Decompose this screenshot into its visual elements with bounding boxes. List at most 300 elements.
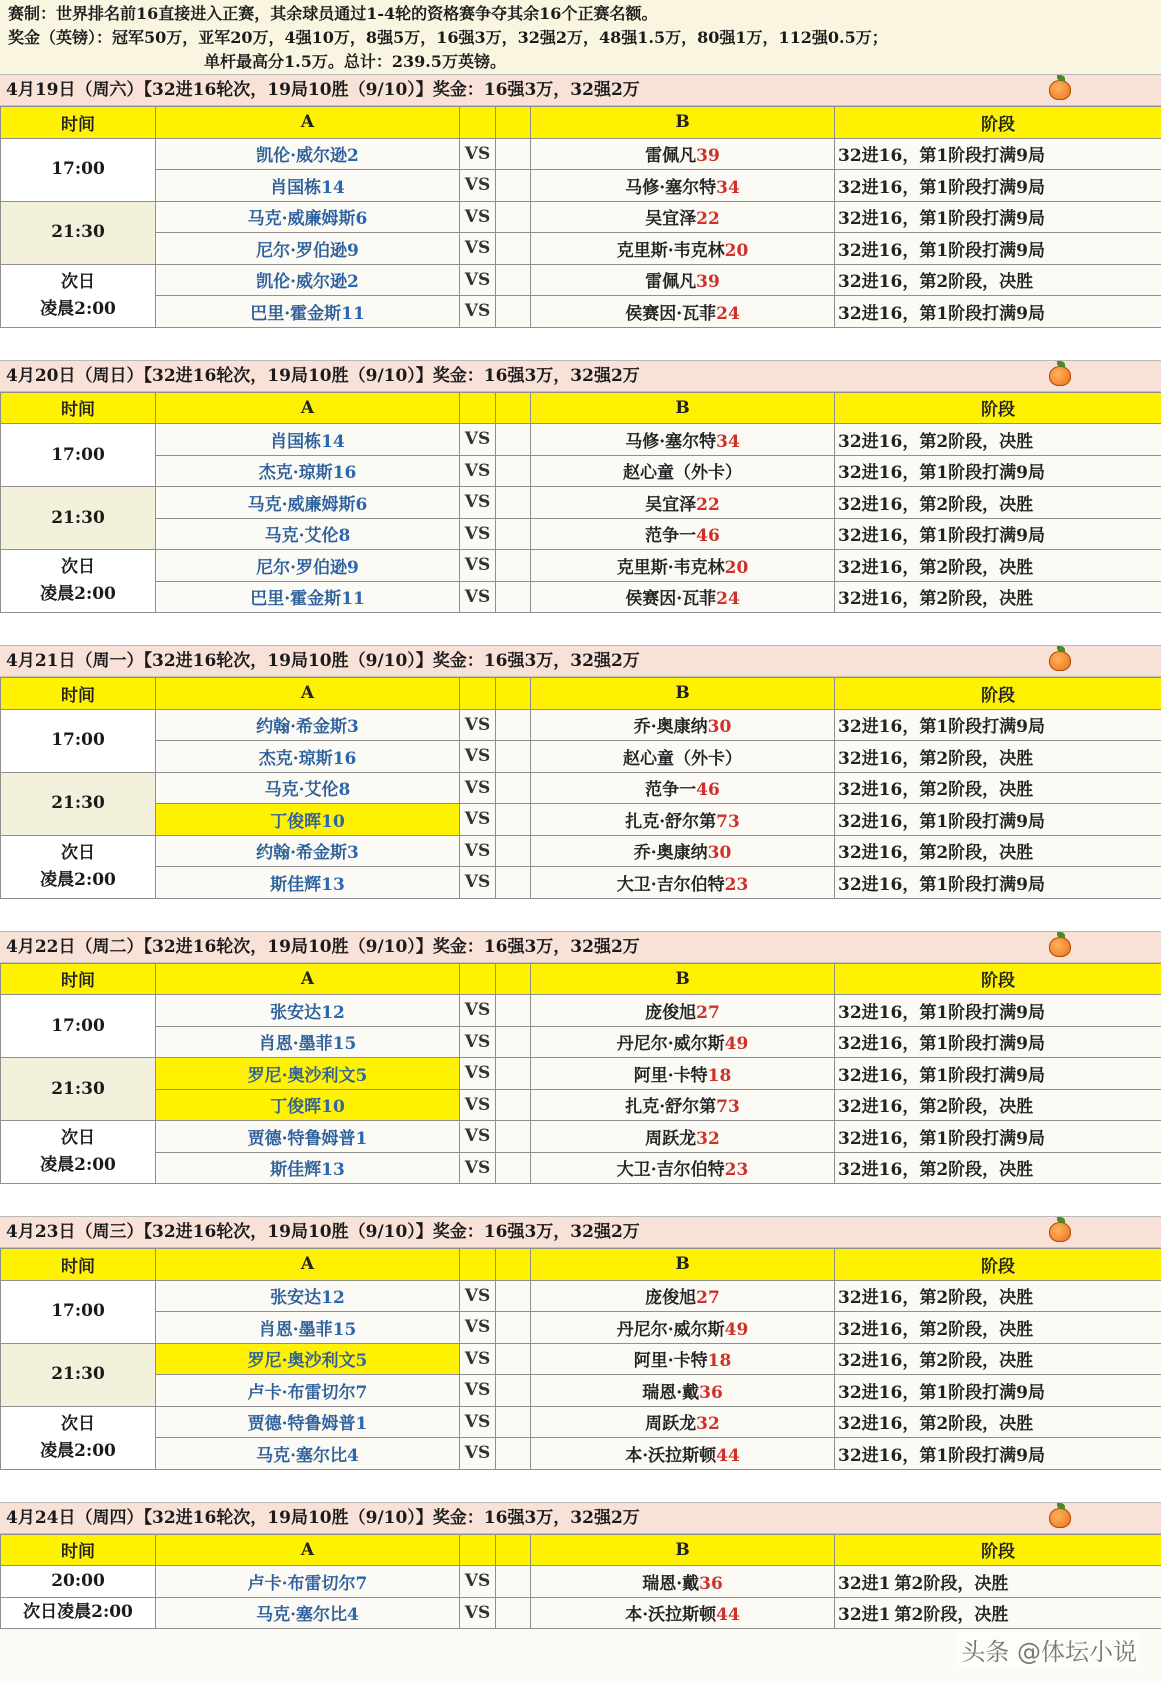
player-a-name: 杰克·琼斯 — [258, 463, 333, 484]
player-a-seed: 9 — [347, 557, 359, 578]
player-b-seed: 18 — [707, 1065, 732, 1086]
player-a-name: 约翰·希金斯 — [256, 717, 348, 738]
time-label-line2: 凌晨2:00 — [40, 869, 116, 890]
col-header-stage: 阶段 — [835, 1249, 1161, 1281]
col-header-b: B — [531, 963, 835, 995]
vs-label: VS — [460, 1566, 496, 1598]
time-cell — [1, 1280, 156, 1343]
player-a-cell — [156, 1375, 460, 1407]
player-b-name: 乔·奥康纳 — [633, 717, 708, 738]
player-b-name: 马修·塞尔特 — [625, 177, 717, 198]
vs-label: VS — [460, 233, 496, 265]
stage-label: 32进16，第2阶段，决胜 — [838, 431, 1034, 452]
player-b-seed: 27 — [696, 1288, 720, 1309]
time-cell — [1, 1566, 156, 1598]
col-header-time: 时间 — [1, 1534, 156, 1566]
column-header-row — [1, 678, 1161, 710]
spacer-cell — [496, 1375, 531, 1407]
player-b-cell — [531, 1438, 835, 1470]
player-b-cell — [531, 518, 835, 550]
player-a-cell — [156, 995, 460, 1027]
spacer-cell — [496, 455, 531, 487]
player-a-cell — [156, 804, 460, 836]
player-a-name: 斯佳辉 — [270, 1160, 322, 1181]
player-a-seed: 1 — [355, 1414, 368, 1435]
player-b-name: 瑞恩·戴 — [642, 1573, 700, 1594]
day-header — [0, 361, 1161, 392]
player-b-name: 周跃龙 — [645, 1414, 697, 1435]
col-header-vs — [460, 392, 496, 424]
match-row — [1, 138, 1161, 170]
player-b-seed: 30 — [707, 717, 732, 738]
time-label: 17:00 — [51, 1015, 105, 1036]
intro-block — [0, 0, 1161, 74]
vs-label: VS — [460, 867, 496, 899]
vs-label: VS — [460, 264, 496, 296]
player-a-seed: 4 — [347, 1445, 359, 1466]
spacer-cell — [496, 709, 531, 741]
col-header-blank — [496, 678, 531, 710]
time-label-line2: 凌晨2:00 — [40, 298, 116, 319]
time-label: 次日凌晨2:00 — [23, 1602, 133, 1623]
time-label: 次日 — [61, 842, 95, 863]
stage-cell — [835, 1597, 1161, 1629]
player-b-name: 本·沃拉斯顿 — [625, 1605, 717, 1626]
vs-label: VS — [460, 581, 496, 613]
day-title: 4月24日（周四）【32进16轮次，19局10胜（9/10）】奖金：16强3万，32强2万 — [6, 1507, 640, 1528]
player-a-seed: 8 — [338, 526, 351, 547]
col-header-blank — [496, 392, 531, 424]
player-a-seed: 3 — [347, 717, 359, 738]
spacer-cell — [496, 835, 531, 867]
player-b-name: 庞俊旭 — [645, 1002, 697, 1023]
vs-label: VS — [460, 804, 496, 836]
section-gap — [0, 328, 1161, 360]
player-b-name: 扎克·舒尔第 — [625, 811, 717, 832]
player-a-seed: 14 — [321, 431, 345, 452]
player-b-seed: 39 — [696, 272, 720, 293]
col-header-time: 时间 — [1, 1249, 156, 1281]
player-b-seed: 34 — [716, 177, 740, 198]
col-header-a: A — [156, 963, 460, 995]
col-header-b: B — [531, 392, 835, 424]
spacer-cell — [496, 424, 531, 456]
player-b-seed: 20 — [724, 557, 749, 578]
col-header-a: A — [156, 392, 460, 424]
player-b-name: 本·沃拉斯顿 — [625, 1445, 717, 1466]
player-b-name: 阿里·卡特 — [633, 1351, 708, 1372]
player-b-cell — [531, 201, 835, 233]
player-a-cell — [156, 581, 460, 613]
player-b-name: 阿里·卡特 — [633, 1065, 708, 1086]
day-title: 4月22日（周二）【32进16轮次，19局10胜（9/10）】奖金：16强3万，32强2万 — [6, 936, 640, 957]
match-row — [1, 170, 1161, 202]
spacer-cell — [496, 550, 531, 582]
vs-label: VS — [460, 518, 496, 550]
section-gap — [0, 1184, 1161, 1216]
spacer-cell — [496, 201, 531, 233]
player-b-seed: 24 — [716, 589, 740, 610]
player-a-name: 肖国栋 — [270, 177, 322, 198]
match-row — [1, 772, 1161, 804]
stage-cell — [835, 233, 1161, 265]
match-row — [1, 804, 1161, 836]
vs-label: VS — [460, 201, 496, 233]
stage-label: 32进16，第1阶段打满9局 — [838, 209, 1045, 230]
match-row — [1, 1026, 1161, 1058]
match-row — [1, 1280, 1161, 1312]
time-label: 17:00 — [51, 1301, 105, 1321]
stage-label: 32进16，第2阶段，决胜 — [838, 494, 1034, 515]
player-b-name: 赵心童（外卡） — [623, 748, 742, 769]
time-label: 次日 — [61, 1413, 95, 1434]
stage-label: 32进16，第1阶段打满9局 — [838, 1445, 1045, 1466]
stage-label: 32进16，第1阶段打满9局 — [838, 717, 1045, 738]
match-row — [1, 1312, 1161, 1344]
time-label: 次日 — [61, 557, 95, 577]
spacer-cell — [496, 1343, 531, 1375]
match-row — [1, 296, 1161, 328]
player-a-cell — [156, 867, 460, 899]
col-header-blank — [496, 1534, 531, 1566]
player-b-cell — [531, 1597, 835, 1629]
player-b-name: 范争一 — [645, 526, 697, 547]
player-a-seed: 15 — [332, 1034, 357, 1055]
col-header-stage: 阶段 — [835, 392, 1161, 424]
peach-icon — [1049, 1508, 1071, 1528]
player-b-cell — [531, 1089, 835, 1121]
player-b-seed: 44 — [716, 1445, 740, 1466]
day-title: 4月19日（周六）【32进16轮次，19局10胜（9/10）】奖金：16强3万，32强2万 — [6, 80, 640, 100]
player-b-seed: 24 — [716, 303, 740, 324]
match-row — [1, 233, 1161, 265]
player-b-cell — [531, 995, 835, 1027]
player-b-cell — [531, 772, 835, 804]
player-b-cell — [531, 1566, 835, 1598]
stage-label: 32进16，第2阶段，决胜 — [838, 557, 1034, 578]
player-b-cell — [531, 550, 835, 582]
stage-cell — [835, 1152, 1161, 1184]
time-label: 21:30 — [51, 222, 105, 242]
time-cell — [1, 487, 156, 550]
player-a-name: 贾德·特鲁姆普 — [247, 1414, 356, 1435]
col-header-vs — [460, 1249, 496, 1281]
player-a-seed: 12 — [321, 1002, 345, 1023]
player-b-name: 庞俊旭 — [645, 1288, 697, 1309]
player-b-seed: 39 — [696, 146, 720, 167]
day-section — [0, 360, 1161, 646]
time-label: 17:00 — [51, 444, 105, 465]
player-b-cell — [531, 1121, 835, 1153]
spacer-cell — [496, 867, 531, 899]
match-row — [1, 1121, 1161, 1153]
stage-cell — [835, 741, 1161, 773]
col-header-blank — [496, 107, 531, 139]
match-row — [1, 455, 1161, 487]
time-label: 20:00 — [51, 1570, 105, 1591]
col-header-a: A — [156, 1249, 460, 1281]
match-row — [1, 1058, 1161, 1090]
player-b-seed: 49 — [724, 1034, 749, 1055]
spacer-cell — [496, 518, 531, 550]
spacer-cell — [496, 1089, 531, 1121]
vs-label: VS — [460, 1152, 496, 1184]
player-a-name: 肖恩·墨菲 — [258, 1319, 333, 1340]
stage-cell — [835, 1566, 1161, 1598]
player-a-cell — [156, 1438, 460, 1470]
stage-cell — [835, 995, 1161, 1027]
vs-label: VS — [460, 709, 496, 741]
player-b-name: 吴宜泽 — [645, 494, 697, 515]
spacer-cell — [496, 995, 531, 1027]
player-b-cell — [531, 1026, 835, 1058]
stage-cell — [835, 1058, 1161, 1090]
col-header-time: 时间 — [1, 392, 156, 424]
player-a-cell — [156, 1280, 460, 1312]
section-gap — [0, 1470, 1161, 1502]
spacer-cell — [496, 1152, 531, 1184]
col-header-blank — [496, 1249, 531, 1281]
stage-cell — [835, 1026, 1161, 1058]
stage-cell — [835, 487, 1161, 519]
match-table — [0, 963, 1161, 1185]
player-a-cell — [156, 296, 460, 328]
stage-cell — [835, 1089, 1161, 1121]
player-a-seed: 4 — [347, 1605, 359, 1626]
time-cell — [1, 709, 156, 772]
peach-icon — [1049, 80, 1071, 100]
stage-cell — [835, 867, 1161, 899]
spacer-cell — [496, 804, 531, 836]
match-table — [0, 106, 1161, 328]
player-b-name: 吴宜泽 — [645, 209, 697, 230]
spacer-cell — [496, 741, 531, 773]
col-header-stage: 阶段 — [835, 107, 1161, 139]
player-b-cell — [531, 170, 835, 202]
player-b-cell — [531, 835, 835, 867]
player-a-cell — [156, 1152, 460, 1184]
player-b-cell — [531, 487, 835, 519]
stage-label: 32进16，第2阶段，决胜 — [838, 1160, 1034, 1181]
player-a-seed: 7 — [355, 1382, 368, 1403]
match-row — [1, 835, 1161, 867]
match-row — [1, 1089, 1161, 1121]
time-label: 17:00 — [51, 730, 105, 750]
stage-cell — [835, 709, 1161, 741]
stage-label: 32进16，第2阶段，决胜 — [838, 843, 1034, 864]
vs-label: VS — [460, 995, 496, 1027]
player-b-name: 克里斯·韦克林 — [616, 240, 725, 261]
match-row — [1, 1343, 1161, 1375]
time-label: 次日 — [61, 271, 95, 292]
player-a-cell — [156, 1121, 460, 1153]
match-row — [1, 1406, 1161, 1438]
section-gap — [0, 899, 1161, 931]
stage-label-rest: 第2阶段，决胜 — [894, 1573, 1009, 1594]
player-b-name: 瑞恩·戴 — [642, 1382, 700, 1403]
spacer-cell — [496, 1121, 531, 1153]
player-b-seed: 22 — [696, 494, 720, 515]
sections-container — [0, 74, 1161, 1629]
match-row — [1, 201, 1161, 233]
section-gap — [0, 613, 1161, 645]
stage-label: 32进16，第2阶段，决胜 — [838, 272, 1034, 293]
player-a-cell — [156, 1406, 460, 1438]
player-b-seed: 32 — [696, 1128, 720, 1149]
vs-label: VS — [460, 1312, 496, 1344]
player-a-seed: 14 — [321, 177, 345, 198]
player-b-seed: 32 — [696, 1414, 720, 1435]
player-b-cell — [531, 264, 835, 296]
player-b-cell — [531, 741, 835, 773]
vs-label: VS — [460, 455, 496, 487]
player-a-cell — [156, 1566, 460, 1598]
stage-cell — [835, 1375, 1161, 1407]
player-a-name: 张安达 — [270, 1002, 322, 1023]
time-cell — [1, 1343, 156, 1406]
player-a-seed: 2 — [347, 272, 359, 293]
spacer-cell — [496, 1058, 531, 1090]
vs-label: VS — [460, 1058, 496, 1090]
spacer-cell — [496, 264, 531, 296]
vs-label: VS — [460, 1406, 496, 1438]
player-a-cell — [156, 518, 460, 550]
player-a-name: 尼尔·罗伯逊 — [256, 557, 348, 578]
vs-label: VS — [460, 741, 496, 773]
time-cell — [1, 1406, 156, 1469]
player-b-cell — [531, 296, 835, 328]
vs-label: VS — [460, 170, 496, 202]
player-b-seed: 73 — [716, 811, 740, 832]
player-a-cell — [156, 1058, 460, 1090]
time-cell — [1, 995, 156, 1058]
time-label: 次日 — [61, 1128, 95, 1148]
vs-label: VS — [460, 424, 496, 456]
player-a-seed: 8 — [338, 780, 351, 801]
col-header-stage: 阶段 — [835, 1534, 1161, 1566]
col-header-b: B — [531, 678, 835, 710]
spacer-cell — [496, 487, 531, 519]
player-a-name: 肖恩·墨菲 — [258, 1034, 333, 1055]
player-a-name: 马克·威廉姆斯 — [247, 494, 356, 515]
stage-label: 32进16，第1阶段打满9局 — [838, 874, 1045, 895]
match-row — [1, 995, 1161, 1027]
spacer-cell — [496, 296, 531, 328]
player-a-seed: 9 — [347, 240, 359, 261]
day-section — [0, 931, 1161, 1217]
stage-cell — [835, 201, 1161, 233]
stage-label-rest: 第2阶段，决胜 — [894, 1605, 1009, 1626]
stage-label: 32进1 — [838, 1605, 891, 1626]
vs-label: VS — [460, 1375, 496, 1407]
player-a-seed: 1 — [355, 1128, 368, 1149]
intro-format: 赛制：世界排名前16直接进入正赛，其余球员通过1-4轮的资格赛争夺其余16个正赛名额。 — [8, 4, 658, 23]
stage-cell — [835, 1312, 1161, 1344]
stage-cell — [835, 518, 1161, 550]
player-a-name: 肖国栋 — [270, 431, 322, 452]
player-b-name: 丹尼尔·威尔斯 — [616, 1319, 725, 1340]
col-header-blank — [496, 963, 531, 995]
player-a-name: 张安达 — [270, 1288, 322, 1309]
player-b-cell — [531, 1312, 835, 1344]
spacer-cell — [496, 1026, 531, 1058]
col-header-a: A — [156, 678, 460, 710]
stage-label: 32进16，第2阶段，决胜 — [838, 1414, 1034, 1435]
player-b-cell — [531, 1280, 835, 1312]
player-b-name: 马修·塞尔特 — [625, 431, 717, 452]
player-a-name: 罗尼·奥沙利文 — [247, 1065, 356, 1086]
spacer-cell — [496, 1406, 531, 1438]
stage-label: 32进1 — [838, 1573, 891, 1594]
player-a-cell — [156, 1089, 460, 1121]
player-a-cell — [156, 1343, 460, 1375]
match-row — [1, 741, 1161, 773]
player-a-seed: 13 — [321, 874, 345, 895]
spacer-cell — [496, 1438, 531, 1470]
time-cell — [1, 1597, 156, 1629]
player-b-cell — [531, 1152, 835, 1184]
player-b-name: 雷佩凡 — [645, 272, 697, 293]
player-a-name: 马克·艾伦 — [264, 526, 339, 547]
col-header-vs — [460, 1534, 496, 1566]
vs-label: VS — [460, 1026, 496, 1058]
spacer-cell — [496, 170, 531, 202]
stage-cell — [835, 170, 1161, 202]
peach-icon — [1049, 937, 1071, 957]
stage-label: 32进16，第2阶段，决胜 — [838, 1288, 1034, 1309]
watermark: 头条 @体坛小说 — [957, 1632, 1141, 1667]
player-a-name: 巴里·霍金斯 — [250, 589, 342, 610]
time-cell — [1, 138, 156, 201]
time-label: 21:30 — [51, 1078, 105, 1099]
player-a-seed: 11 — [341, 303, 365, 324]
match-row — [1, 424, 1161, 456]
player-b-cell — [531, 1406, 835, 1438]
stage-cell — [835, 1121, 1161, 1153]
stage-label: 32进16，第1阶段打满9局 — [838, 177, 1045, 198]
player-b-name: 雷佩凡 — [645, 146, 697, 167]
day-section — [0, 645, 1161, 931]
player-b-name: 周跃龙 — [645, 1128, 697, 1149]
peach-icon — [1049, 366, 1071, 386]
time-cell — [1, 550, 156, 613]
spacer-cell — [496, 1566, 531, 1598]
player-b-seed: 46 — [696, 780, 720, 801]
player-b-cell — [531, 804, 835, 836]
player-a-name: 丁俊晖 — [270, 811, 322, 832]
vs-label: VS — [460, 1089, 496, 1121]
day-header — [0, 932, 1161, 963]
time-label: 21:30 — [51, 793, 105, 813]
player-b-cell — [531, 233, 835, 265]
player-a-seed: 13 — [321, 1160, 345, 1181]
spacer-cell — [496, 1312, 531, 1344]
stage-label: 32进16，第2阶段，决胜 — [838, 1351, 1034, 1372]
player-b-seed: 22 — [696, 209, 720, 230]
time-label: 17:00 — [51, 159, 105, 179]
player-a-cell — [156, 487, 460, 519]
time-cell — [1, 201, 156, 264]
player-b-cell — [531, 424, 835, 456]
col-header-vs — [460, 963, 496, 995]
day-title: 4月21日（周一）【32进16轮次，19局10胜（9/10）】奖金：16强3万，32强2万 — [6, 651, 640, 671]
player-a-seed: 5 — [355, 1351, 368, 1372]
stage-cell — [835, 455, 1161, 487]
stage-label: 32进16，第1阶段打满9局 — [838, 240, 1045, 261]
player-a-name: 贾德·特鲁姆普 — [247, 1128, 356, 1149]
player-b-cell — [531, 581, 835, 613]
match-row — [1, 550, 1161, 582]
